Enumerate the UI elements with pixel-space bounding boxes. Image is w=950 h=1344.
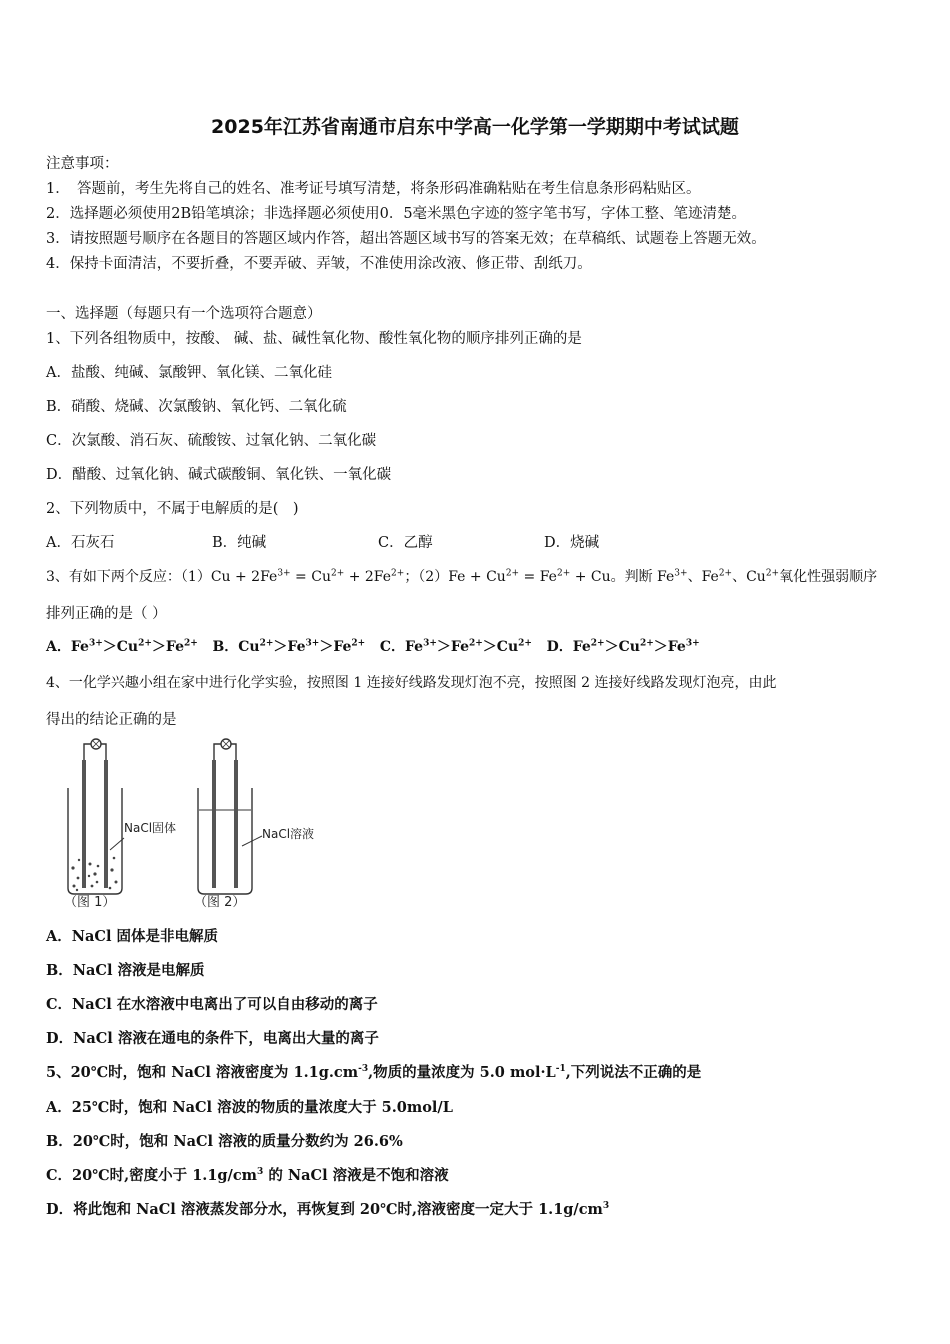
- figure-1-solid: [71, 857, 117, 892]
- notice-heading: 注意事项：: [46, 156, 119, 172]
- q3-option-c: C．$Fe^{3+}>Fe^{2+}>Cu^{2+}$: [379, 638, 532, 655]
- q5-option-b: B．20℃时，饱和 NaCl 溶液的质量分数约为 26.6%: [46, 1133, 403, 1150]
- q5-option-a: A．25℃时，饱和 NaCl 溶波的物质的量浓度大于 5.0mol/L: [46, 1099, 453, 1116]
- page-title: 2025年江苏省南通市启东中学高一化学第一学期期中考试试题: [211, 116, 739, 138]
- q4-stem-line2: 得出的结论正确的是: [46, 712, 177, 728]
- q1-option-a: A．盐酸、纯碱、氯酸钾、氧化镁、二氧化硅: [46, 365, 332, 381]
- q5-option-d: D．将此饱和 NaCl 溶液蒸发部分水，再恢复到 20℃时,溶液密度一定大于 $1.1g/cm^3$: [46, 1201, 610, 1218]
- notice-item-2: 2．选择题必须使用2B铅笔填涂；非选择题必须使用0．5毫米黑色字迹的签字笔书写，字体工整、笔迹清楚。: [46, 206, 747, 222]
- q3-option-d: D．$Fe^{2+}>Cu^{2+}>Fe^{3+}$: [546, 638, 700, 655]
- figure-2-beaker: [198, 739, 252, 894]
- figure-2-caption: （图 2）: [194, 895, 246, 910]
- q1-option-d: D．醋酸、过氧化钠、碱式碳酸铜、氧化铁、一氧化碳: [46, 467, 392, 483]
- q3-stem-line2: 排列正确的是（ ）: [46, 606, 167, 622]
- notice-item-4: 4．保持卡面清洁，不要折叠，不要弄破、弄皱，不准使用涂改液、修正带、刮纸刀。: [46, 256, 592, 272]
- figure-2-label: NaCl溶液: [262, 827, 315, 841]
- notice-item-1: 1． 答题前，考生先将自己的姓名、准考证号填写清楚，将条形码准确粘贴在考生信息条形码粘贴区。: [46, 181, 701, 197]
- q2-option-d: D．烧碱: [544, 535, 600, 551]
- figure-1-label: NaCl固体: [124, 821, 177, 835]
- q2-option-c: C．乙醇: [378, 535, 433, 551]
- q2-stem: 2、下列物质中，不属于电解质的是( ): [46, 501, 299, 517]
- q2-option-b: B．纯碱: [212, 535, 267, 551]
- figure-1-beaker: [68, 739, 122, 894]
- q1-option-c: C．次氯酸、消石灰、硫酸铵、过氧化钠、二氧化碳: [46, 433, 377, 449]
- q1-option-b: B．硝酸、烧碱、次氯酸钠、氧化钙、二氧化硫: [46, 399, 347, 415]
- q3-options: [46, 636, 700, 656]
- q3-option-b: B．$Cu^{2+}>Fe^{3+}>Fe^{2+}$: [212, 638, 366, 655]
- notice-item-3: 3．请按照题号顺序在各题目的答题区域内作答，超出答题区域书写的答案无效；在草稿纸、试题卷上答题无效。: [46, 231, 766, 247]
- q4-option-c: C．NaCl 在水溶液中电离出了可以自由移动的离子: [46, 996, 378, 1013]
- q3-option-a: A．$Fe^{3+}>Cu^{2+}>Fe^{2+}$: [46, 638, 198, 655]
- figure-1-caption: （图 1）: [64, 895, 116, 910]
- q4-option-a: A．NaCl 固体是非电解质: [46, 928, 218, 945]
- q5-stem: 5、20℃时，饱和 NaCl 溶液密度为 $1.1g.cm^{-3}$,物质的量浓度为 5.0 $mol\cdot L^{-1}$,下列说法不正确的是: [46, 1064, 702, 1081]
- section-heading: 一、选择题（每题只有一个选项符合题意）: [46, 306, 322, 322]
- q1-stem: 1、下列各组物质中，按酸、 碱、盐、碱性氧化物、酸性氧化物的顺序排列正确的是: [46, 331, 582, 347]
- q2-option-a: A．石灰石: [46, 535, 115, 551]
- q3-stem: 3、有如下两个反应：$(1)Cu + 2Fe^{3+} = Cu^{2+} + 2Fe^{2+}$；$(2)Fe + Cu^{2+} = Fe^{2+} + Cu$。判断 $Fe^{3+}$、$Fe^{2+}$、$Cu^{2+}$氧化性强弱顺序: [46, 568, 878, 585]
- q4-stem: 4、一化学兴趣小组在家中进行化学实验，按照图 1 连接好线路发现灯泡不亮，按照图 2 连接好线路发现灯泡亮，由此: [46, 675, 777, 691]
- q5-option-c: C．20℃时,密度小于 $1.1g/cm^3$ 的 NaCl 溶液是不饱和溶液: [46, 1167, 449, 1184]
- q4-circuit-figure: [50, 738, 340, 913]
- q4-option-b: B．NaCl 溶液是电解质: [46, 962, 205, 979]
- q4-option-d: D．NaCl 溶液在通电的条件下，电离出大量的离子: [46, 1030, 379, 1047]
